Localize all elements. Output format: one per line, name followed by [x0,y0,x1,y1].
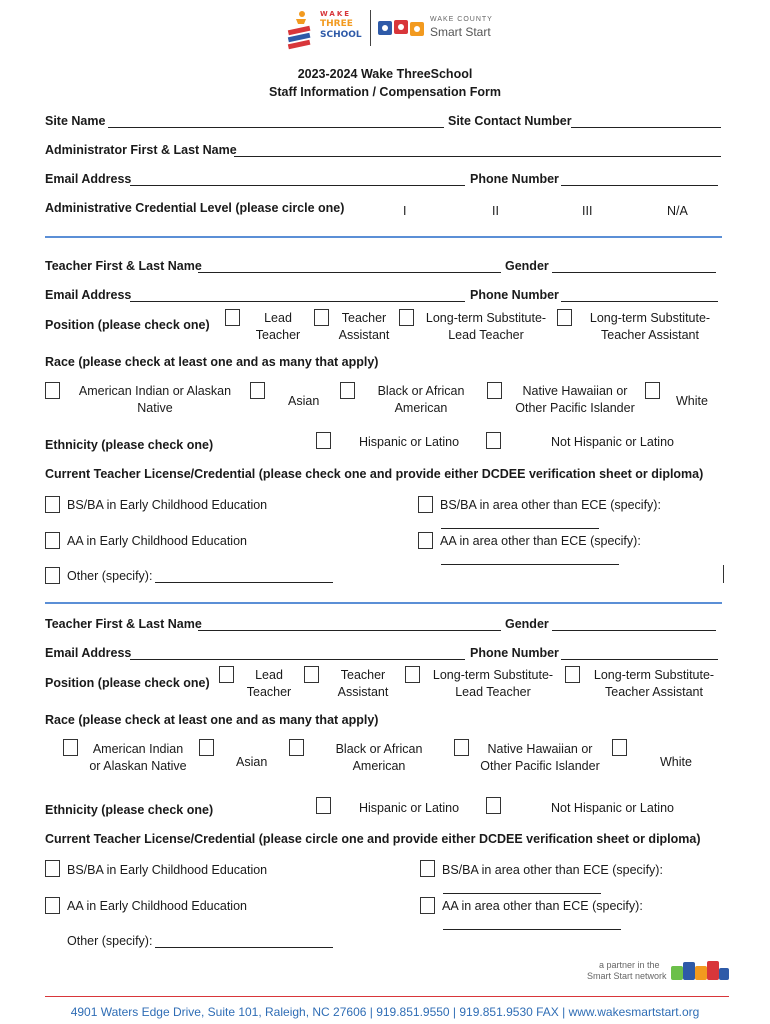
t1-race-american-indian: American Indian or Alaskan Native [78,384,232,415]
t2-eth-hispanic-checkbox[interactable] [316,797,331,814]
admin-name-field[interactable] [234,156,721,157]
t2-license-label: Current Teacher License/Credential (please circle one and provide either DCDEE verification sheet or diploma) [45,832,701,846]
t1-pos-teacher-assistant: Teacher Assistant [338,311,390,342]
t2-race-black-checkbox[interactable] [289,739,304,756]
t1-gender-field[interactable] [552,272,716,273]
book-stack-icon [284,10,318,50]
t1-lic-other: Other (specify): [67,569,153,583]
t1-lic-aa-ece-checkbox[interactable] [45,532,60,549]
t2-email-label: Email Address [45,646,132,660]
t2-lic-aa-other-checkbox[interactable] [420,897,435,914]
t2-pos-lts-assistant: Long-term Substitute- Teacher Assistant [593,668,715,699]
credential-level-na[interactable]: N/A [667,204,688,218]
site-name-field[interactable] [108,127,444,128]
t1-eth-not-hispanic-checkbox[interactable] [486,432,501,449]
wake-county-smart-start-logo [378,14,493,44]
t1-race-black: Black or African American [377,384,465,415]
admin-phone-label: Phone Number [470,172,559,186]
t1-lic-other-field[interactable] [155,582,333,583]
t1-race-pacific-checkbox[interactable] [487,382,502,399]
text-cursor-mark [723,565,724,583]
t2-pos-lts-assistant-checkbox[interactable] [565,666,580,683]
t1-eth-hispanic: Hispanic or Latino [359,435,460,449]
t2-name-field[interactable] [198,630,501,631]
t1-license-label: Current Teacher License/Credential (please check one and provide either DCDEE verification sheet or diploma) [45,467,704,481]
logo-smart-start: Smart Start [430,25,491,39]
footer-contact: 4901 Waters Edge Drive, Suite 101, Raleigh, NC 27606 | 919.851.9550 | 919.851.9530 FAX | www.wakesmartstart.org [70,1005,700,1019]
t1-race-asian-checkbox[interactable] [250,382,265,399]
t2-pos-lead-teacher-checkbox[interactable] [219,666,234,683]
t1-pos-lts-lead: Long-term Substitute- Lead Teacher [425,311,547,342]
logo-wake: WAKE [320,10,352,18]
t1-position-label: Position (please check one) [45,318,210,332]
t2-race-asian-checkbox[interactable] [199,739,214,756]
t2-lic-bs-other-checkbox[interactable] [420,860,435,877]
form-title: 2023-2024 Wake ThreeSchool [297,67,473,81]
t2-eth-hispanic: Hispanic or Latino [359,801,460,815]
t2-race-asian: Asian [236,755,268,769]
t2-lic-aa-ece-checkbox[interactable] [45,897,60,914]
t2-race-pacific-checkbox[interactable] [454,739,469,756]
t1-race-black-checkbox[interactable] [340,382,355,399]
section-separator-2 [45,602,722,604]
credential-level-1[interactable]: I [403,204,407,218]
logo-three: THREE [320,19,353,29]
t1-eth-hispanic-checkbox[interactable] [316,432,331,449]
t2-lic-other-field[interactable] [155,947,333,948]
credential-label: Administrative Credential Level (please circle one) [45,201,345,215]
t2-race-american-indian-checkbox[interactable] [63,739,78,756]
t1-pos-lead-teacher-checkbox[interactable] [225,309,240,326]
t1-email-label: Email Address [45,288,132,302]
logo-wake-county: WAKE COUNTY [430,16,493,23]
t1-phone-field[interactable] [561,301,718,302]
site-contact-label: Site Contact Number [448,114,572,128]
t2-lic-bs-other: BS/BA in area other than ECE (specify): [442,863,663,877]
t2-gender-field[interactable] [552,630,716,631]
t1-pos-lts-assistant: Long-term Substitute- Teacher Assistant [589,311,711,342]
t2-pos-lead-teacher: Lead Teacher [246,668,292,699]
t2-lic-aa-ece: AA in Early Childhood Education [67,899,247,913]
t1-race-american-indian-checkbox[interactable] [45,382,60,399]
section-separator [45,236,722,238]
t1-name-field[interactable] [198,272,501,273]
t1-race-white-checkbox[interactable] [645,382,660,399]
logo-divider [370,10,371,46]
t2-race-black: Black or African American [335,742,423,773]
t2-phone-field[interactable] [561,659,718,660]
form-subtitle: Staff Information / Compensation Form [269,85,501,99]
site-name-label: Site Name [45,114,106,128]
t1-lic-aa-other-checkbox[interactable] [418,532,433,549]
t1-lic-bs-other: BS/BA in area other than ECE (specify): [440,498,661,512]
t1-lic-bs-other-checkbox[interactable] [418,496,433,513]
t2-pos-lts-lead: Long-term Substitute- Lead Teacher [432,668,554,699]
partner-line2: Smart Start network [587,971,667,981]
footer-rule [45,996,729,997]
t2-lic-bs-other-field[interactable] [443,893,601,894]
t1-email-field[interactable] [130,301,465,302]
t2-ethnicity-label: Ethnicity (please check one) [45,803,214,817]
t2-race-white: White [660,755,692,769]
t1-lic-bs-ece: BS/BA in Early Childhood Education [67,498,268,512]
t1-gender-label: Gender [505,259,549,273]
t1-race-label: Race (please check at least one and as many that apply) [45,355,379,369]
t2-lic-bs-ece-checkbox[interactable] [45,860,60,877]
t2-email-field[interactable] [130,659,465,660]
t2-lic-other: Other (specify): [67,934,153,948]
t2-lic-aa-other-field[interactable] [443,929,621,930]
credential-level-2[interactable]: II [492,204,499,218]
t2-pos-lts-lead-checkbox[interactable] [405,666,420,683]
t1-lic-other-checkbox[interactable] [45,567,60,584]
t1-pos-lead-teacher: Lead Teacher [255,311,301,342]
t1-eth-not-hispanic: Not Hispanic or Latino [551,435,674,449]
t1-lic-bs-other-field[interactable] [441,528,599,529]
admin-phone-field[interactable] [561,185,718,186]
t1-race-white: White [676,394,708,408]
smart-start-blocks-icon [378,18,428,40]
t2-position-label: Position (please check one) [45,676,210,690]
t1-lic-aa-other: AA in area other than ECE (specify): [440,534,641,548]
t2-race-pacific: Native Hawaiian or Other Pacific Islander [480,742,600,773]
t1-race-pacific: Native Hawaiian or Other Pacific Islander [515,384,635,415]
t1-phone-label: Phone Number [470,288,559,302]
t2-race-white-checkbox[interactable] [612,739,627,756]
admin-email-label: Email Address [45,172,132,186]
t2-eth-not-hispanic-checkbox[interactable] [486,797,501,814]
t2-pos-teacher-assistant: Teacher Assistant [337,668,389,699]
wake-threeschool-logo [284,8,364,50]
t2-eth-not-hispanic: Not Hispanic or Latino [551,801,674,815]
admin-name-label: Administrator First & Last Name [45,143,237,157]
t1-pos-lts-lead-checkbox[interactable] [399,309,414,326]
logo-school: SCHOOL [320,30,362,40]
network-blocks-icon [671,958,731,984]
t2-name-label: Teacher First & Last Name [45,617,202,631]
t2-race-american-indian: American Indian or Alaskan Native [89,742,187,773]
t1-race-asian: Asian [288,394,320,408]
smart-start-network-badge [583,958,733,986]
credential-level-3[interactable]: III [582,204,593,218]
t1-lic-bs-ece-checkbox[interactable] [45,496,60,513]
t1-pos-lts-assistant-checkbox[interactable] [557,309,572,326]
t1-lic-aa-ece: AA in Early Childhood Education [67,534,247,548]
t2-pos-teacher-assistant-checkbox[interactable] [304,666,319,683]
t1-lic-aa-other-field[interactable] [441,564,619,565]
t2-race-label: Race (please check at least one and as many that apply) [45,713,379,727]
t2-gender-label: Gender [505,617,549,631]
site-contact-field[interactable] [571,127,721,128]
partner-line1: a partner in the [599,960,660,970]
t2-phone-label: Phone Number [470,646,559,660]
t2-lic-bs-ece: BS/BA in Early Childhood Education [67,863,268,877]
admin-email-field[interactable] [130,185,465,186]
t1-name-label: Teacher First & Last Name [45,259,202,273]
t1-ethnicity-label: Ethnicity (please check one) [45,438,214,452]
t2-lic-aa-other: AA in area other than ECE (specify): [442,899,643,913]
t1-pos-teacher-assistant-checkbox[interactable] [314,309,329,326]
